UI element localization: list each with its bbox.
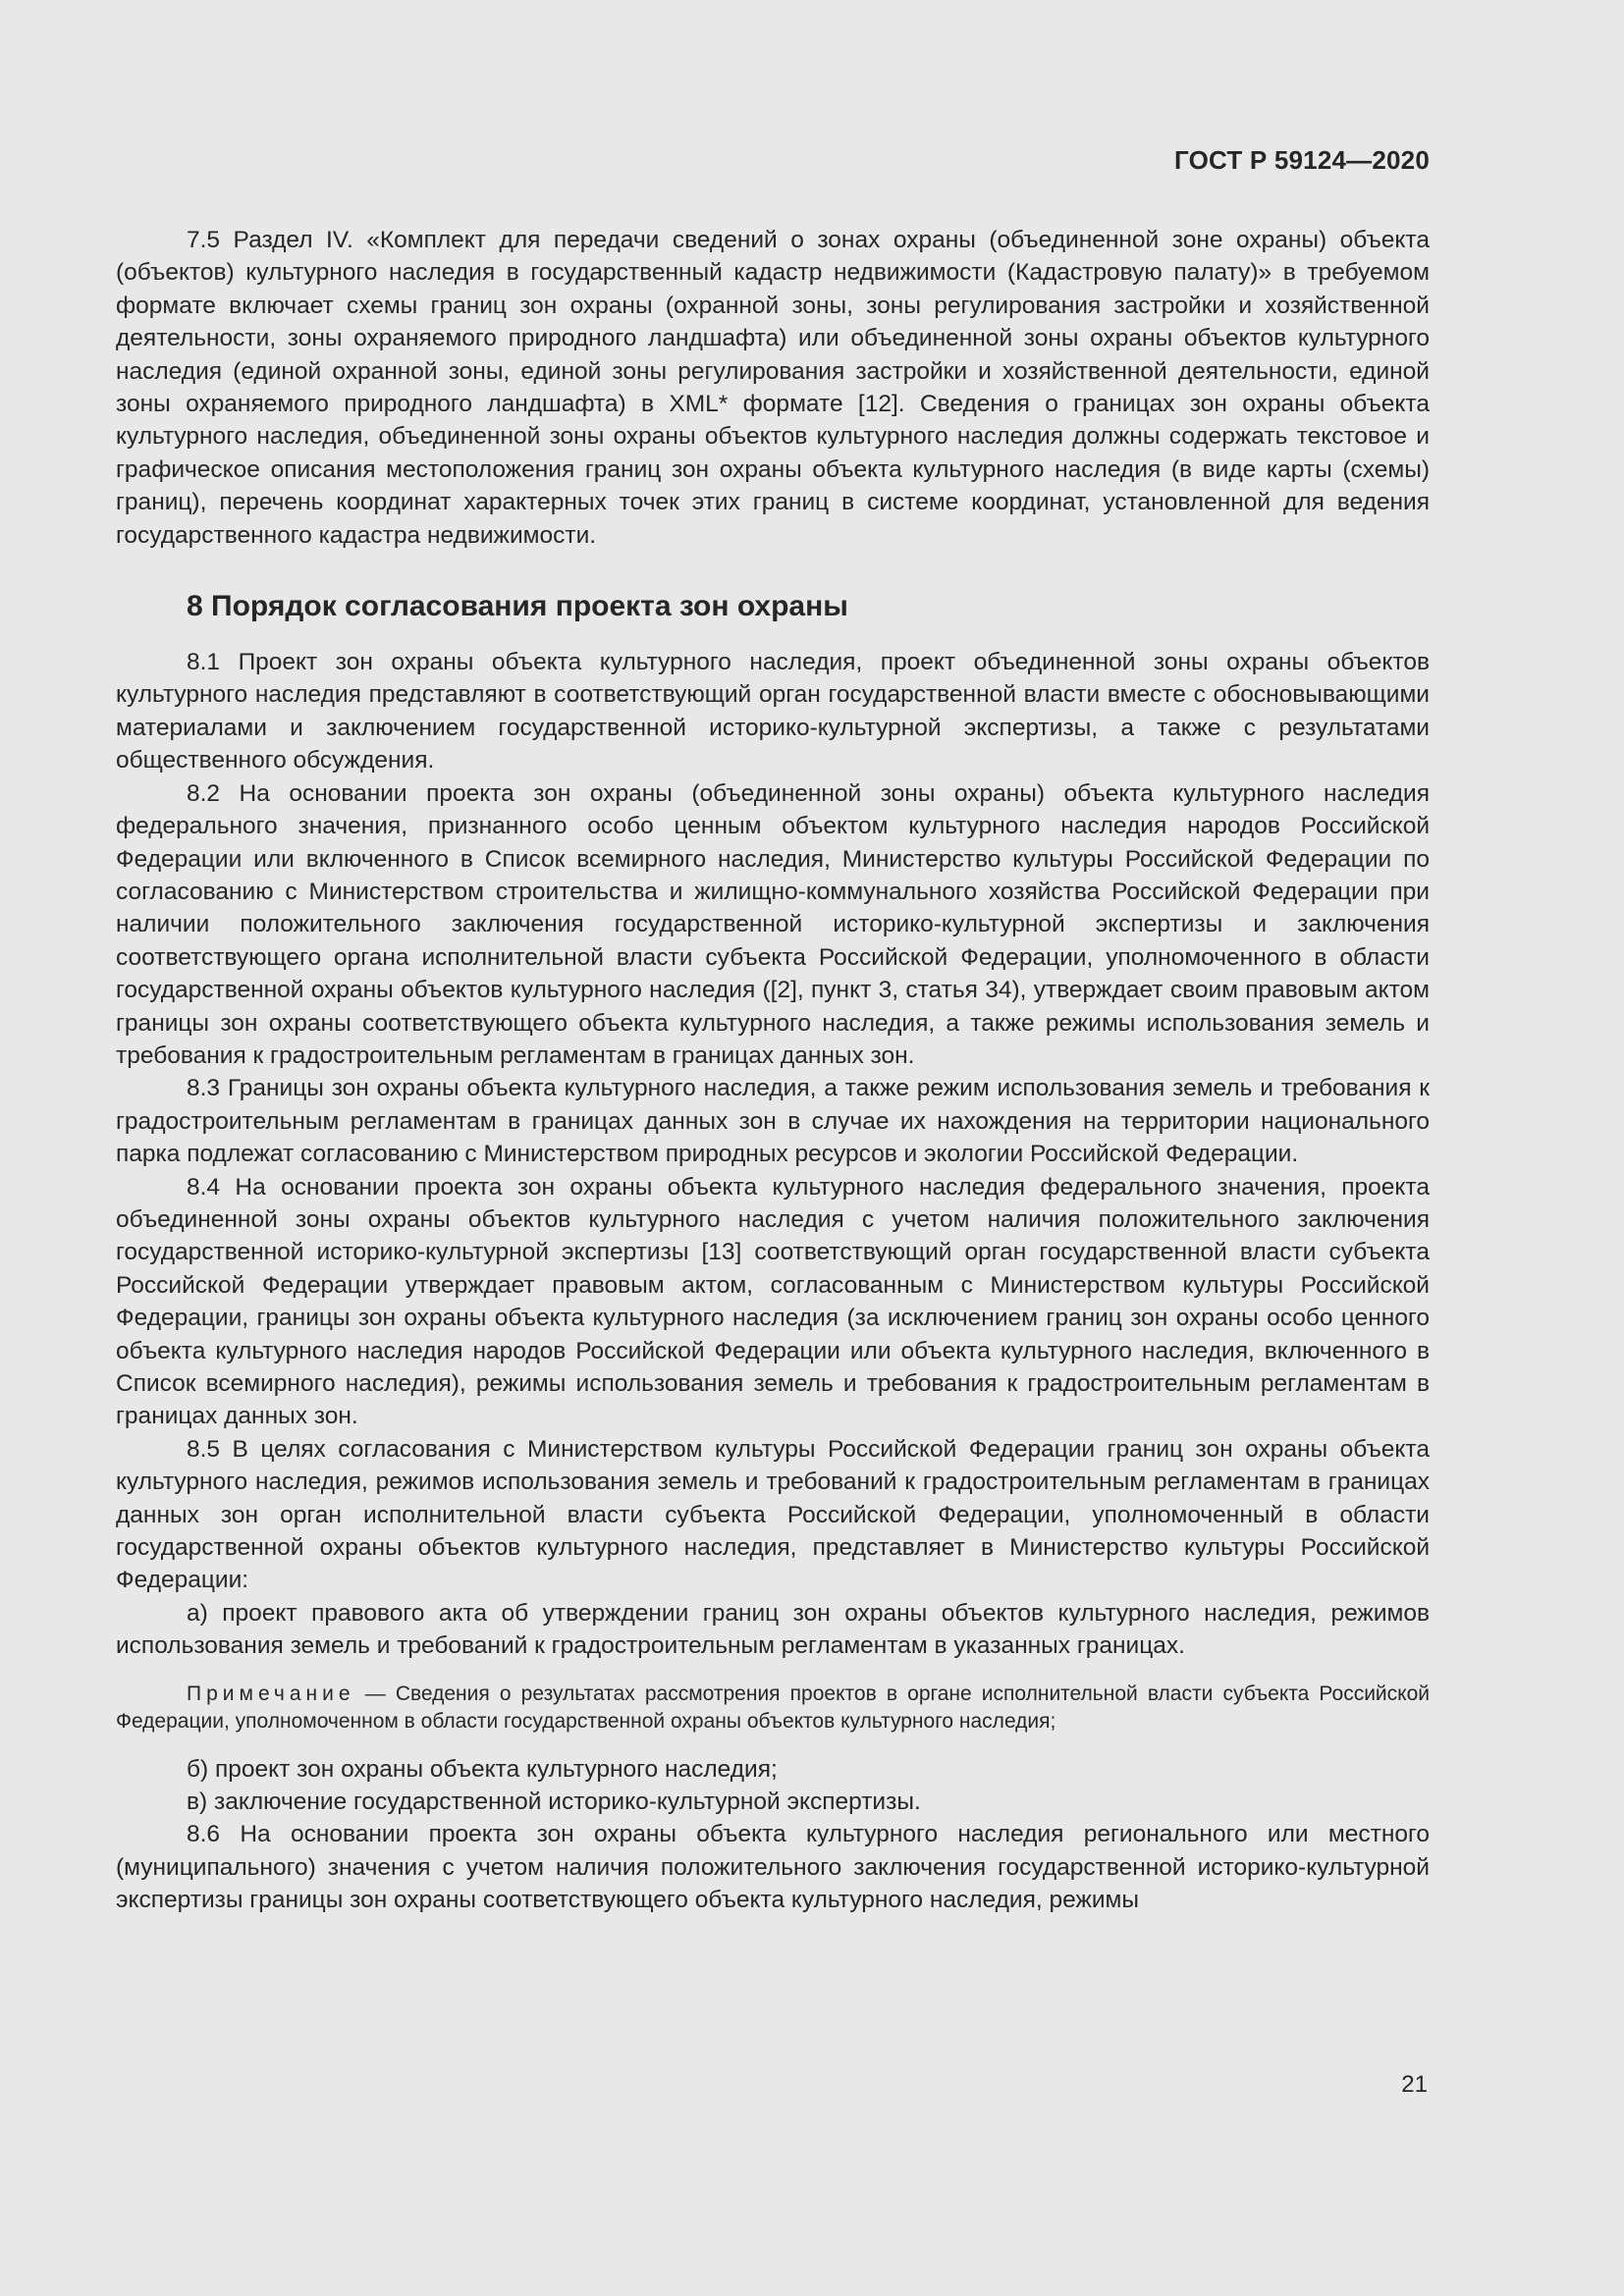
list-item-v: в) заключение государственной историко-культурной экспертизы. [187, 1789, 921, 1816]
note-block [116, 1681, 1430, 1735]
paragraph-8-3: 8.3 Границы зон охраны объекта культурного наследия, а также режим использования земель и требования к градостроительным регламентам в границах данных зон в случае их нахождения на территории национального парка подлежат согласованию с Министерством природных ресурсов и экологии Российской Федерации. [116, 1075, 1430, 1168]
section-heading: 8 Порядок согласования проекта зон охраны [187, 590, 848, 623]
paragraph-8-5: 8.5 В целях согласования с Министерством культуры Российской Федерации границ зон охраны объекта культурного наследия, режимов использования земель и требований к градостроительным регламентам в границах данных зон орган исполнительной власти субъекта Российской Федерации, уполномоченный в области государственной охраны объектов культурного наследия, представляет в Министерство культуры Российской Федерации: [116, 1435, 1430, 1594]
list-item-a: а) проект правового акта об утверждении границ зон охраны объектов культурного наследия, режимов использования земель и требований к градостроительным регламентам в указанных границах. [116, 1599, 1430, 1660]
list-item-b: б) проект зон охраны объекта культурного наследия; [187, 1755, 778, 1783]
page-number: 21 [1401, 2071, 1428, 2098]
paragraph-8-6: 8.6 На основании проекта зон охраны объекта культурного наследия регионального или местного (муниципального) значения с учетом наличия положительного заключения государственной историко-культурной экспертизы границы зон охраны соответствующего объекта культурного наследия, режимы [116, 1821, 1430, 1914]
document-code-header: ГОСТ Р 59124—2020 [1174, 145, 1430, 175]
paragraph-8-2: 8.2 На основании проекта зон охраны (объединенной зоны охраны) объекта культурного наследия федерального значения, признанного особо ценным объектом культурного наследия народов Российской Федерации или включенного в Список всемирного наследия, Министерство культуры Российской Федерации по согласованию с Министерством строительства и жилищно-коммунального хозяйства Российской Федерации при наличии положительного заключения государственной историко-культурной экспертизы и заключения соответствующего органа исполнительной власти субъекта Российской Федерации, уполномоченного в области государственной охраны объектов культурного наследия ([2], пункт 3, статья 34), утверждает своим правовым актом границы зон охраны соответствующего объекта культурного наследия, а также режимы использования земель и требования к градостроительным регламентам в границах данных зон. [116, 779, 1430, 1069]
paragraph-8-4: 8.4 На основании проекта зон охраны объекта культурного наследия федерального значения, проекта объединенной зоны охраны объектов культурного наследия с учетом наличия положительного заключения государственной историко-культурной экспертизы [13] соответствующий орган государственной власти субъекта Российской Федерации утверждает правовым актом, согласованным с Министерством культуры Российской Федерации, границы зон охраны объекта культурного наследия (за исключением границ зон охраны особо ценного объекта культурного наследия народов Российской Федерации или объекта культурного наследия, включенного в Список всемирного наследия), режимы использования земель и требования к градостроительным регламентам в границах данных зон. [116, 1173, 1430, 1430]
paragraph-8-1: 8.1 Проект зон охраны объекта культурного наследия, проект объединенной зоны охраны объектов культурного наследия представляют в соответствующий орган государственной власти вместе с обосновывающими материалами и заключением государственной историко-культурной экспертизы, а также с результатами общественного обсуждения. [116, 649, 1430, 774]
document-body [116, 224, 1430, 1917]
note-label: Примечание [187, 1682, 355, 1705]
paragraph-7-5: 7.5 Раздел IV. «Комплект для передачи сведений о зонах охраны (объединенной зоне охраны) объекта (объектов) культурного наследия в государственный кадастр недвижимости (Кадастровую палату)» в требуемом формате включает схемы границ зон охраны (охранной зоны, зоны регулирования застройки и хозяйственной деятельности, зоны охраняемого природного ландшафта) или объединенной зоны охраны объектов культурного наследия (единой охранной зоны, единой зоны регулирования застройки и хозяйственной деятельности, единой зоны охраняемого природного ландшафта) в XML* формате [12]. Сведения о границах зон охраны объекта культурного наследия, объединенной зоны охраны объектов культурного наследия должны содержать текстовое и графическое описания местоположения границ зон охраны объекта культурного наследия (в виде карты (схемы) границ), перечень координат характерных точек этих границ в системе координат, установленной для ведения государственного кадастра недвижимости. [116, 227, 1430, 549]
note-text: — Сведения о результатах рассмотрения проектов в органе исполнительной власти субъекта Российской Федерации, уполномоченном в области государственной охраны объектов культурного наследия; [116, 1682, 1430, 1733]
